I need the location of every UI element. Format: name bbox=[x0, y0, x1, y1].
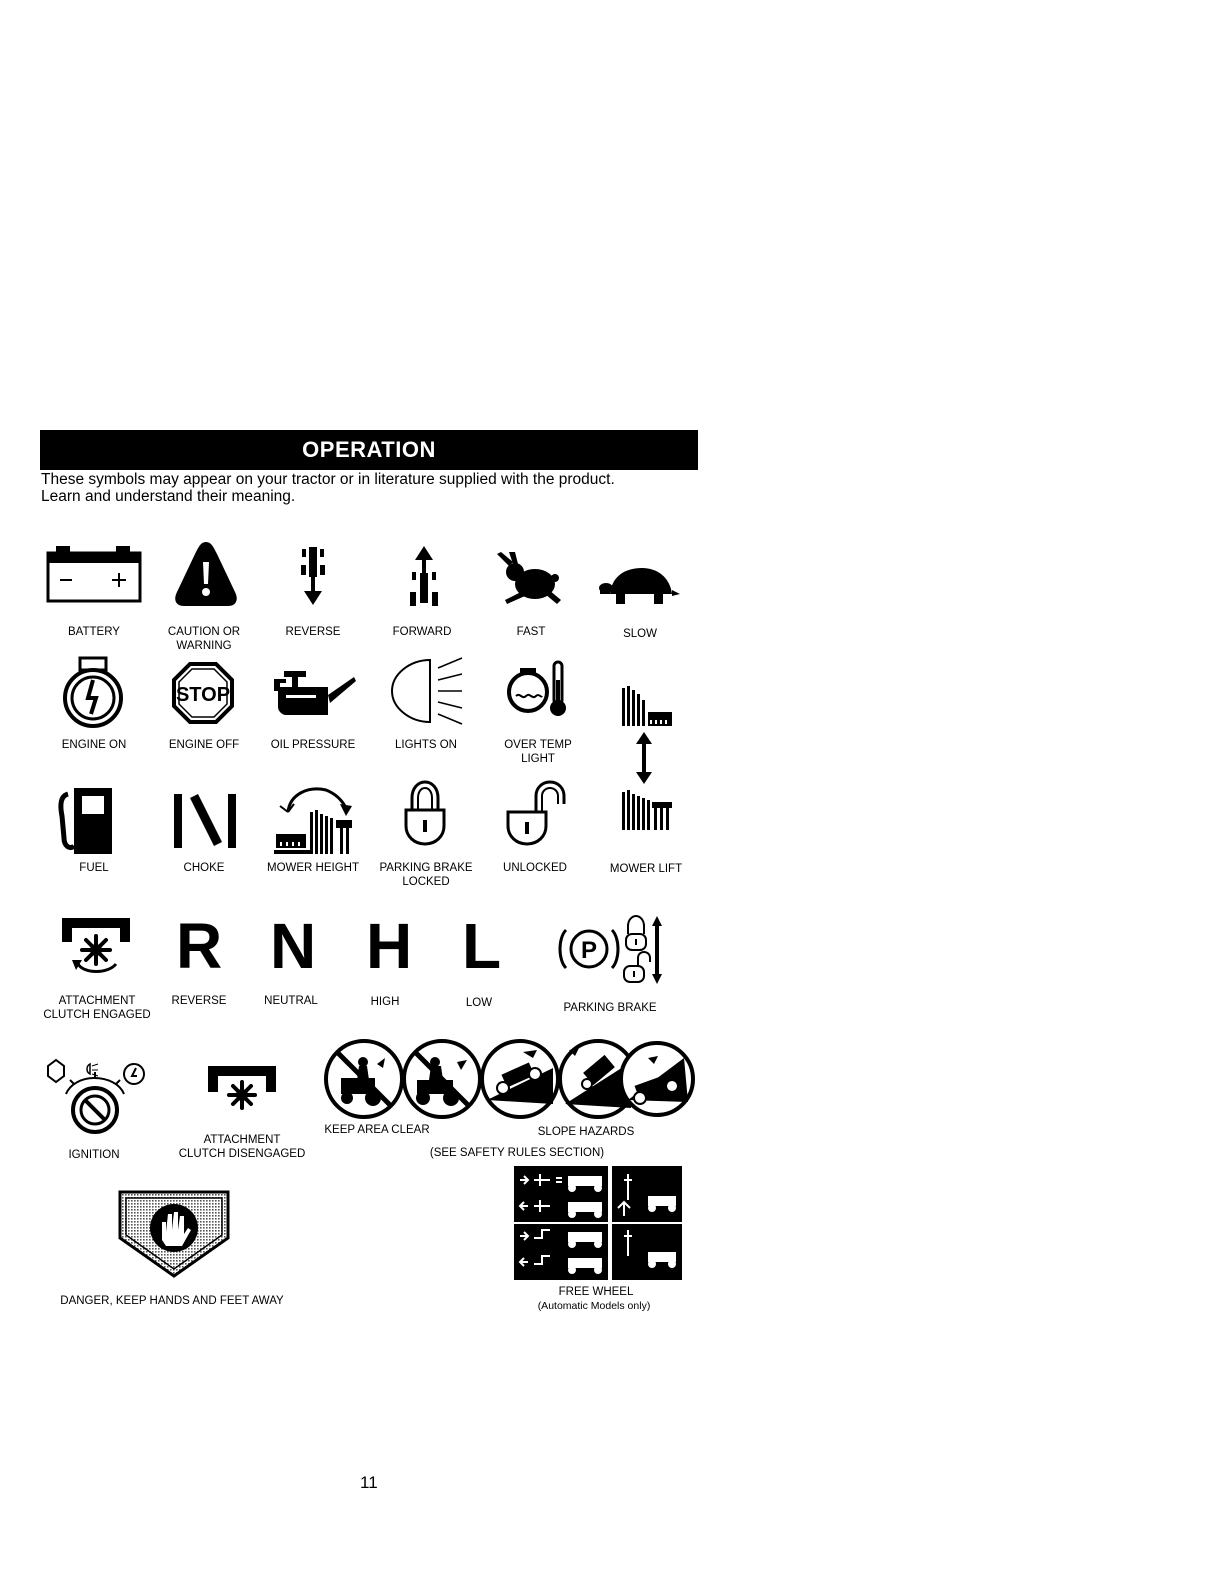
over-temp-icon bbox=[506, 660, 570, 718]
caution-label-line-1: CAUTION OR bbox=[167, 626, 241, 638]
intro-text bbox=[41, 471, 721, 505]
battery-icon bbox=[46, 546, 142, 604]
parking-brake-locked-label-line-1: PARKING BRAKE bbox=[379, 862, 473, 874]
free-wheel-decal-icon bbox=[514, 1166, 682, 1280]
rabbit-fast-icon bbox=[495, 550, 563, 606]
low-letter: L bbox=[462, 910, 502, 982]
high-label: HIGH bbox=[370, 996, 400, 1008]
over-temp-label-line-1: OVER TEMP bbox=[504, 739, 572, 751]
padlock-unlocked-icon bbox=[506, 780, 570, 846]
attachment-engaged-label-line-2: CLUTCH ENGAGED bbox=[43, 1009, 151, 1021]
mower-lift-arrow-icon bbox=[634, 732, 654, 784]
free-wheel-label: FREE WHEEL bbox=[558, 1286, 634, 1298]
stop-text: STOP bbox=[175, 684, 231, 706]
slope-hazard-icon-3 bbox=[618, 1040, 696, 1118]
slow-label: SLOW bbox=[623, 628, 657, 640]
reverse-arrow-label: REVERSE bbox=[285, 626, 341, 638]
high-letter: H bbox=[366, 910, 413, 982]
intro-line-1: These symbols may appear on your tractor or in literature supplied with the product. bbox=[41, 471, 615, 488]
attachment-disengaged-icon bbox=[204, 1060, 280, 1112]
fast-label: FAST bbox=[516, 626, 546, 638]
section-header: OPERATION bbox=[40, 430, 698, 470]
attachment-disengaged-label-line-1: ATTACHMENT bbox=[203, 1134, 281, 1146]
padlock-locked-icon bbox=[404, 780, 446, 846]
parking-brake-icon bbox=[556, 914, 666, 986]
page-number: 11 bbox=[360, 1473, 378, 1492]
danger-keep-away-label: DANGER, KEEP HANDS AND FEET AWAY bbox=[60, 1295, 284, 1307]
neutral-label: NEUTRAL bbox=[264, 995, 318, 1007]
engine-off-label: ENGINE OFF bbox=[168, 739, 240, 751]
lights-on-label: LIGHTS ON bbox=[395, 739, 457, 751]
attachment-engaged-label-line-1: ATTACHMENT bbox=[58, 995, 136, 1007]
turtle-slow-icon bbox=[598, 566, 680, 606]
forward-label: FORWARD bbox=[392, 626, 452, 638]
see-safety-rules-label: (SEE SAFETY RULES SECTION) bbox=[429, 1147, 605, 1159]
slope-hazards-label: SLOPE HAZARDS bbox=[537, 1126, 635, 1138]
reverse-letter: R bbox=[176, 910, 223, 982]
oil-can-icon bbox=[272, 669, 356, 719]
choke-icon bbox=[170, 790, 242, 852]
attachment-engaged-icon bbox=[58, 912, 134, 978]
engine-off-stop-icon bbox=[170, 660, 236, 726]
engine-on-icon bbox=[60, 656, 126, 728]
slope-hazard-icon-1 bbox=[479, 1038, 561, 1120]
caution-label-line-2: WARNING bbox=[176, 640, 232, 652]
keep-area-clear-label: KEEP AREA CLEAR bbox=[324, 1124, 430, 1136]
intro-line-2: Learn and understand their meaning. bbox=[41, 488, 296, 505]
mower-height-icon bbox=[270, 782, 354, 858]
parking-brake-label: PARKING BRAKE bbox=[563, 1002, 657, 1014]
mower-high-icon bbox=[620, 786, 674, 832]
p-letter: P bbox=[580, 937, 598, 964]
reverse-letter-label: REVERSE bbox=[171, 995, 227, 1007]
headlight-icon bbox=[386, 654, 466, 728]
mower-lift-label: MOWER LIFT bbox=[609, 863, 683, 875]
danger-hand-icon bbox=[116, 1188, 232, 1280]
mower-height-label: MOWER HEIGHT bbox=[267, 862, 359, 874]
keep-area-clear-icon-2 bbox=[401, 1038, 483, 1120]
over-temp-label-line-2: LIGHT bbox=[521, 753, 555, 765]
low-label: LOW bbox=[465, 997, 493, 1009]
forward-arrow-icon bbox=[409, 546, 439, 608]
fuel-pump-icon bbox=[58, 786, 116, 856]
reverse-arrow-icon bbox=[300, 545, 326, 607]
choke-label: CHOKE bbox=[183, 862, 225, 874]
attachment-disengaged-label-line-2: CLUTCH DISENGAGED bbox=[178, 1148, 306, 1160]
free-wheel-note: (Automatic Models only) bbox=[537, 1300, 651, 1312]
engine-on-label: ENGINE ON bbox=[61, 739, 127, 751]
fuel-label: FUEL bbox=[79, 862, 109, 874]
ignition-icon bbox=[40, 1052, 150, 1136]
neutral-letter: N bbox=[270, 910, 317, 982]
caution-warning-icon bbox=[173, 540, 239, 608]
ignition-label: IGNITION bbox=[68, 1149, 120, 1161]
oil-pressure-label: OIL PRESSURE bbox=[270, 739, 356, 751]
unlocked-label: UNLOCKED bbox=[503, 862, 567, 874]
parking-brake-locked-label-line-2: LOCKED bbox=[402, 876, 450, 888]
keep-area-clear-icon-1 bbox=[323, 1038, 405, 1120]
battery-label: BATTERY bbox=[68, 626, 120, 638]
mower-low-icon bbox=[620, 682, 674, 728]
